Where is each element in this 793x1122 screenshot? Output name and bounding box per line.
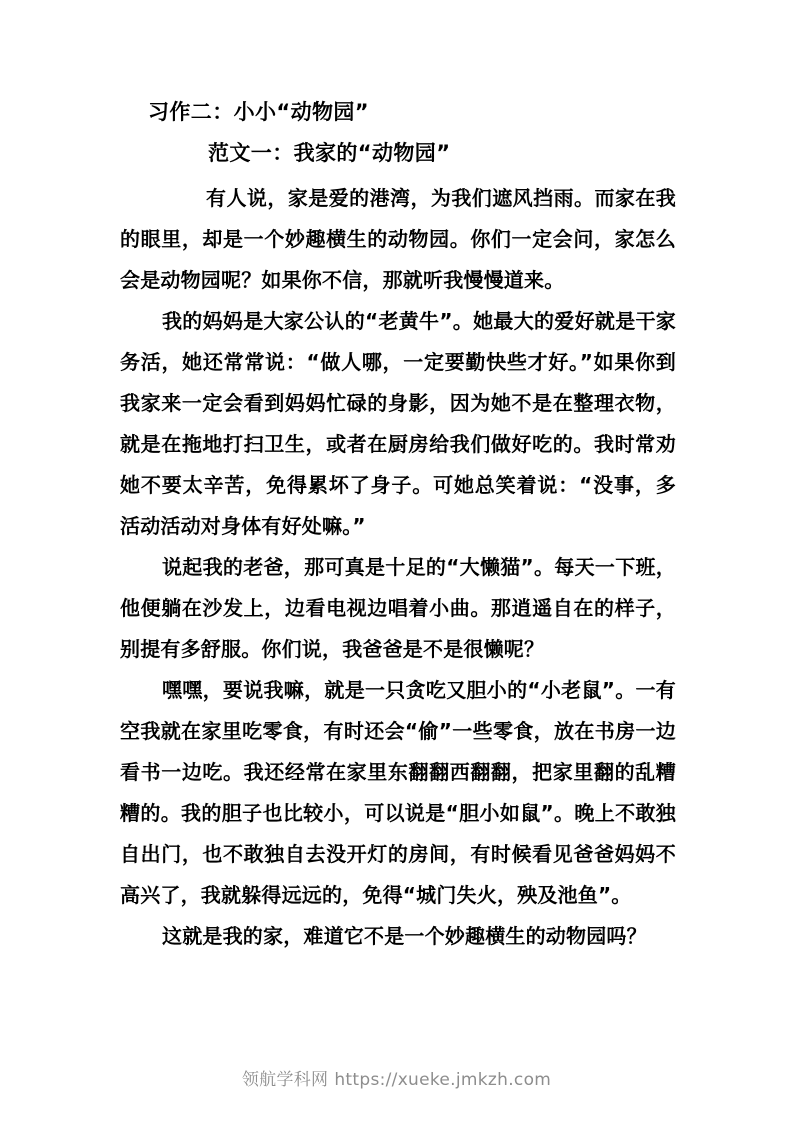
assignment-title: 习作二：小小“动物园” xyxy=(148,100,370,124)
sample-essay-title: 范文一：我家的“动物园” xyxy=(208,141,451,165)
footer-url: https://xueke.jmkzh.com xyxy=(334,1070,552,1090)
footer-site-name: 领航学科网 xyxy=(241,1070,329,1090)
body-paragraph-3: 说起我的老爸，那可真是十足的“大懒猫”。每天一下班，他便躺在沙发上，边看电视边唱着小曲。那逍遥自在的样子，别提有多舒服。你们说，我爸爸是不是很懒呢？ xyxy=(120,555,676,661)
body-paragraph-5: 这就是我的家，难道它不是一个妙趣横生的动物园吗？ xyxy=(162,924,647,948)
footer-watermark xyxy=(0,1068,793,1092)
document-body xyxy=(120,92,676,957)
body-paragraph-1: 有人说，家是爱的港湾，为我们遮风挡雨。而家在我的眼里，却是一个妙趣横生的动物园。你们一定会问，家怎么会是动物园呢？如果你不信，那就听我慢慢道来。 xyxy=(120,186,676,292)
body-paragraph-2: 我的妈妈是大家公认的“老黄牛”。她最大的爱好就是干家务活，她还常常说：“做人哪，一定要勤快些才好。”如果你到我家来一定会看到妈妈忙碌的身影，因为她不是在整理衣物，就是在拖地打扫卫生，或者在厨房给我们做好吃的。我时常劝她不要太辛苦，免得累坏了身子。可她总笑着说：“没事，多活动活动对身体有好处嘛。” xyxy=(120,309,676,538)
body-paragraph-4: 嘿嘿，要说我嘛，就是一只贪吃又胆小的“小老鼠”。一有空我就在家里吃零食，有时还会“偷”一些零食，放在书房一边看书一边吃。我还经常在家里东翻翻西翻翻，把家里翻的乱糟糟的。我的胆子也比较小，可以说是“胆小如鼠”。晚上不敢独自出门，也不敢独自去没开灯的房间，有时候看见爸爸妈妈不高兴了，我就躲得远远的，免得“城门失火，殃及池鱼”。 xyxy=(120,678,676,907)
